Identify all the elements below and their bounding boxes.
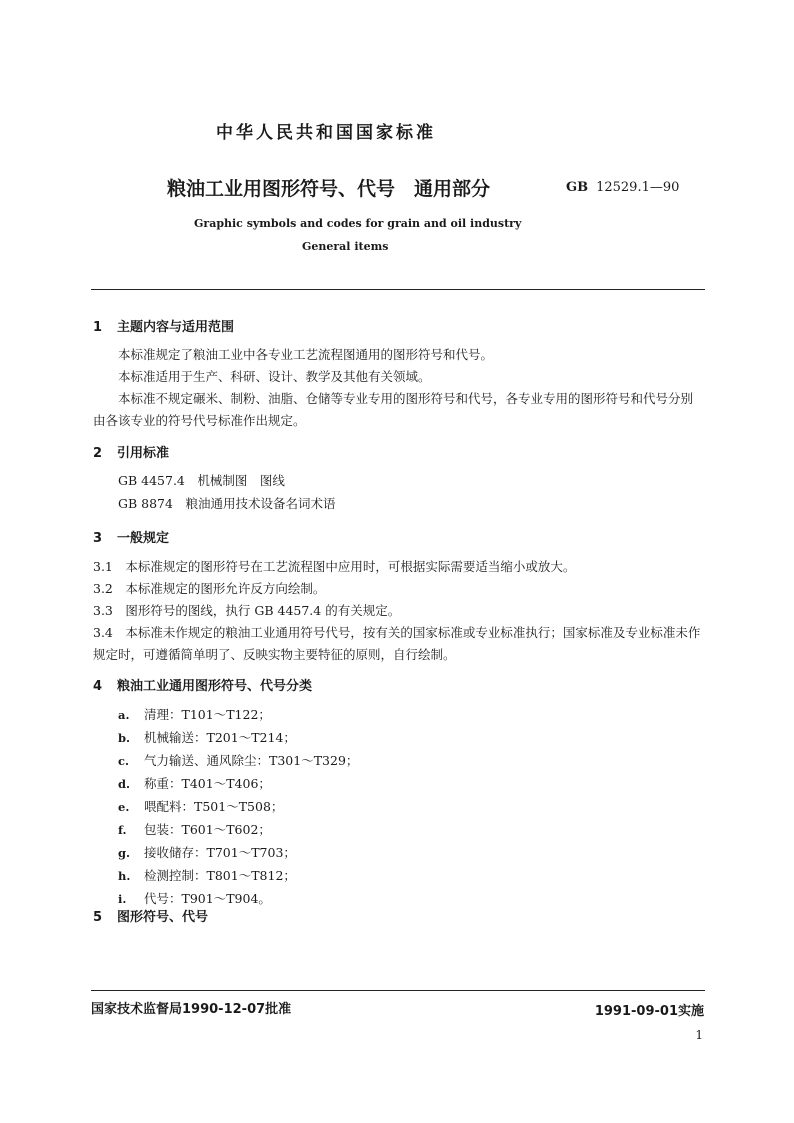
standard-header: 中华人民共和国国家标准 (216, 123, 436, 143)
list-item: b. 机械输送：T201～T214； (118, 730, 296, 745)
section-4-heading (93, 675, 312, 694)
section-1-paragraph-3: 本标准不规定碾米、制粉、油脂、仓储等专业专用的图形符号和代号，各专业专用的图形符号和代号分别由各该专业的符号代号标准作出规定。 (93, 391, 694, 428)
reference-2: GB 8874 粮油通用技术设备名词术语 (118, 496, 336, 511)
clause-3-4: 3.4 本标准未作规定的粮油工业通用符号代号，按有关的国家标准或专业标准执行；国家标准及专业标准未作规定时，可遵循简单明了、反映实物主要特征的原则，自行绘制。 (93, 625, 701, 662)
document-title: 粮油工业用图形符号、代号 通用部分 (167, 178, 491, 200)
approval-date: 国家技术监督局1990-12-07批准 (91, 1002, 292, 1017)
list-item: h. 检测控制：T801～T812； (118, 868, 296, 883)
list-item: e. 喂配料：T501～T508； (118, 799, 284, 814)
header-divider (91, 289, 705, 290)
list-item: c. 气力输送、通风除尘：T301～T329； (118, 753, 359, 768)
section-4-title: 粮油工业通用图形符号、代号分类 (117, 679, 313, 694)
clause-3-3: 3.3 图形符号的图线，执行 GB 4457.4 的有关规定。 (93, 603, 401, 618)
section-1-heading (93, 316, 234, 335)
section-2-title: 引用标准 (117, 446, 170, 461)
section-2-heading (93, 442, 169, 461)
section-5-heading (93, 906, 208, 925)
section-1-title: 主题内容与适用范围 (117, 320, 235, 335)
section-3-number: 3 (93, 531, 103, 546)
section-1-paragraph-2: 本标准适用于生产、科研、设计、教学及其他有关领域。 (118, 369, 431, 384)
section-3-title: 一般规定 (117, 531, 170, 546)
section-2-number: 2 (93, 446, 103, 461)
clause-3-2: 3.2 本标准规定的图形允许反方向绘制。 (93, 581, 326, 596)
page-number: 1 (695, 1028, 703, 1042)
list-item: d. 称重：T401～T406； (118, 776, 271, 791)
clause-3-1: 3.1 本标准规定的图形符号在工艺流程图中应用时，可根据实际需要适当缩小或放大。 (93, 559, 576, 574)
list-item: g. 接收储存：T701～T703； (118, 845, 296, 860)
section-3-heading (93, 527, 169, 546)
code-number: 12529.1—90 (596, 180, 680, 195)
section-5-title: 图形符号、代号 (117, 910, 209, 925)
list-item: a. 清理：T101～T122； (118, 707, 271, 722)
list-item: i. 代号：T901～T904。 (118, 891, 271, 906)
code-prefix: GB (566, 180, 589, 195)
reference-1: GB 4457.4 机械制图 图线 (118, 473, 285, 488)
section-5-number: 5 (93, 910, 103, 925)
footer-divider (91, 990, 705, 991)
effective-date: 1991-09-01实施 (594, 1004, 704, 1019)
list-item: f. 包装：T601～T602； (118, 822, 271, 837)
standard-code (566, 180, 679, 195)
section-1-number: 1 (93, 320, 103, 335)
section-4-number: 4 (93, 679, 103, 694)
english-title-line2: General items (302, 240, 389, 253)
english-title-line1: Graphic symbols and codes for grain and oil industry (194, 217, 522, 230)
section-1-paragraph-1: 本标准规定了粮油工业中各专业工艺流程图通用的图形符号和代号。 (118, 347, 494, 362)
